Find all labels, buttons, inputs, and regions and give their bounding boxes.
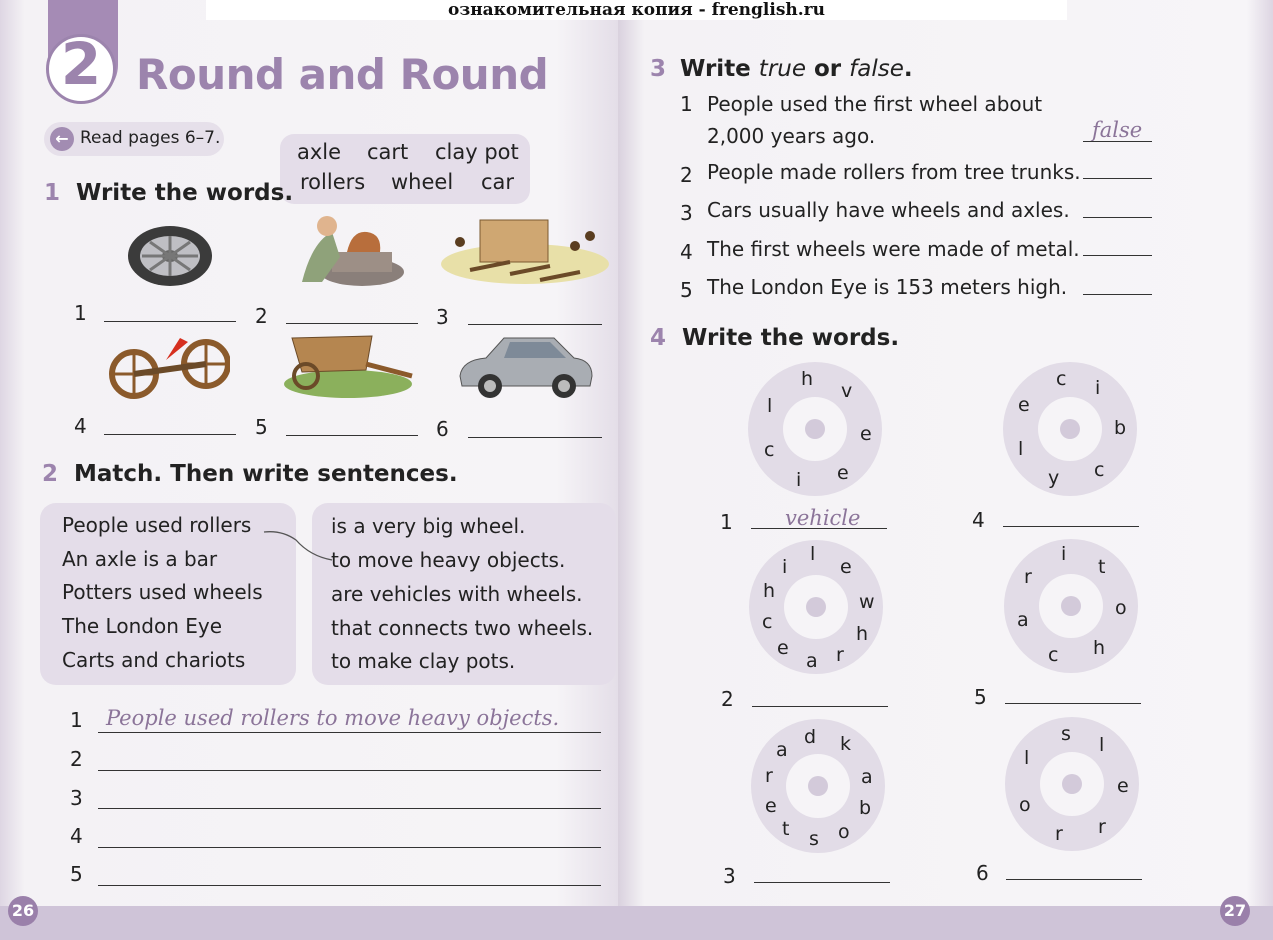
letter-wheel: [749, 540, 883, 674]
item-number: 1: [74, 301, 87, 325]
wheel-letter: e: [837, 462, 849, 484]
wheel-letter: i: [1061, 543, 1067, 565]
wheel-letter: h: [856, 623, 869, 645]
arrow-left-icon[interactable]: ←: [50, 127, 74, 151]
answer-line[interactable]: [1006, 879, 1142, 880]
rollers-picture: [440, 212, 610, 288]
wheel-letter: d: [804, 726, 817, 748]
item-number: 3: [723, 864, 736, 888]
wheel-letter: c: [764, 439, 775, 461]
answer-line[interactable]: [752, 706, 888, 707]
exercise-title: Match. Then write sentences.: [74, 461, 458, 487]
wheel-letter: a: [1017, 609, 1029, 631]
wheel-letter: l: [1099, 734, 1105, 756]
word-bank-item: rollers: [300, 170, 366, 194]
wheel-letter: t: [1098, 556, 1106, 578]
watermark: ознакомительная копия - frenglish.ru: [206, 0, 1067, 20]
wheel-letter: r: [1024, 566, 1032, 588]
wheel-letter: h: [801, 368, 814, 390]
word-bank-item: axle: [297, 140, 342, 164]
exercise-number: 1: [44, 180, 61, 206]
example-answer: People used rollers to move heavy objects.: [106, 706, 560, 730]
wheel-letter: i: [782, 556, 788, 578]
wheel-letter: e: [1018, 394, 1030, 416]
answer-line[interactable]: [286, 435, 418, 436]
wheel-letter: o: [1115, 597, 1127, 619]
wheel-letter: b: [1114, 417, 1127, 439]
match-right-item[interactable]: are vehicles with wheels.: [331, 582, 583, 606]
wheel-letter: s: [809, 828, 819, 850]
cart-picture: [282, 330, 416, 400]
answer-line[interactable]: [98, 847, 601, 848]
answer-line[interactable]: [1083, 141, 1152, 142]
match-left-item[interactable]: Potters used wheels: [62, 580, 263, 604]
statement-text: The London Eye is 153 meters high.: [707, 275, 1068, 299]
answer-line[interactable]: [468, 324, 602, 325]
wheel-letter: v: [841, 380, 853, 402]
answer-line[interactable]: [754, 882, 890, 883]
answer-line[interactable]: [1083, 178, 1152, 179]
match-left-item[interactable]: The London Eye: [62, 614, 222, 638]
answer-line[interactable]: [468, 437, 602, 438]
match-left-item[interactable]: People used rollers: [62, 513, 252, 537]
answer-line[interactable]: [104, 434, 236, 435]
letter-wheel: [1003, 362, 1137, 496]
exercise-number: 4: [650, 325, 667, 351]
example-answer: false: [1092, 118, 1143, 142]
wheel-letter: c: [762, 611, 773, 633]
wheel-letter: l: [1018, 438, 1024, 460]
match-right-item[interactable]: to make clay pots.: [331, 649, 516, 673]
wheel-letter: r: [1055, 823, 1063, 845]
item-number: 2: [721, 687, 734, 711]
statement-text: Cars usually have wheels and axles.: [707, 198, 1070, 222]
answer-line[interactable]: [98, 770, 601, 771]
item-number: 5: [680, 278, 693, 302]
wheel-letter: l: [810, 543, 816, 565]
wheel-letter: k: [840, 733, 852, 755]
item-number: 4: [70, 824, 83, 848]
wheel-letter: i: [796, 469, 802, 491]
match-right-item[interactable]: to move heavy objects.: [331, 548, 566, 572]
exercise-title: Write the words.: [76, 180, 294, 206]
wheel-letter: t: [782, 818, 790, 840]
wheel-letter: l: [1024, 747, 1030, 769]
page-number-right: 27: [1220, 896, 1250, 926]
item-number: 2: [70, 747, 83, 771]
wheel-letter: h: [1093, 637, 1106, 659]
item-number: 2: [255, 304, 268, 328]
wheel-letter: b: [859, 797, 872, 819]
answer-line[interactable]: [104, 321, 236, 322]
item-number: 1: [720, 510, 733, 534]
match-right-item[interactable]: that connects two wheels.: [331, 616, 594, 640]
wheel-letter: e: [840, 556, 852, 578]
letter-wheel: [751, 719, 885, 853]
item-number: 4: [74, 414, 87, 438]
answer-line[interactable]: [751, 528, 887, 529]
wheel-letter: r: [765, 765, 773, 787]
axle-picture: [108, 330, 230, 402]
item-number: 4: [680, 240, 693, 264]
wheel-letter: e: [1117, 775, 1129, 797]
statement-text: People used the first wheel about: [707, 92, 1043, 116]
statement-text: The first wheels were made of metal.: [707, 237, 1080, 261]
answer-line[interactable]: [1003, 526, 1139, 527]
item-number: 3: [70, 786, 83, 810]
item-number: 1: [70, 708, 83, 732]
wheel-letter: r: [836, 644, 844, 666]
match-left-item[interactable]: An axle is a bar: [62, 547, 218, 571]
match-left-item[interactable]: Carts and chariots: [62, 648, 246, 672]
answer-line[interactable]: [1083, 294, 1152, 295]
left-footer-band: [0, 906, 618, 940]
wheel-letter: r: [1098, 816, 1106, 838]
letter-wheel: [1004, 539, 1138, 673]
wheel-letter: c: [1094, 459, 1105, 481]
answer-line[interactable]: [1083, 255, 1152, 256]
wheel-letter: c: [1056, 368, 1067, 390]
wheel-letter: c: [1048, 644, 1059, 666]
item-number: 5: [255, 415, 268, 439]
page-number-left: 26: [8, 896, 38, 926]
word-bank-item: wheel: [391, 170, 454, 194]
wheel-letter: a: [776, 739, 788, 761]
example-answer: vehicle: [785, 506, 861, 530]
item-number: 2: [680, 163, 693, 187]
wheel-letter: i: [1095, 377, 1101, 399]
clay-pot-picture: [292, 212, 410, 290]
item-number: 1: [680, 92, 693, 116]
wheel-letter: h: [763, 580, 776, 602]
wheel-letter: e: [777, 637, 789, 659]
wheel-letter: a: [861, 766, 873, 788]
word-bank-item: car: [481, 170, 515, 194]
item-number: 5: [974, 685, 987, 709]
car-picture: [454, 330, 596, 402]
answer-line[interactable]: [98, 732, 601, 733]
unit-number: 2: [60, 30, 102, 98]
wheel-letter: e: [765, 795, 777, 817]
exercise-number: 2: [42, 461, 59, 487]
item-number: 4: [972, 508, 985, 532]
letter-wheel: [748, 362, 882, 496]
answer-line[interactable]: [1083, 217, 1152, 218]
exercise-title: Write the words.: [682, 325, 900, 351]
wheel-picture: [122, 220, 218, 290]
match-connector-line: [262, 526, 334, 566]
wheel-letter: o: [838, 821, 850, 843]
word-bank-item: cart: [367, 140, 409, 164]
wheel-letter: s: [1061, 723, 1071, 745]
item-number: 5: [70, 862, 83, 886]
wheel-letter: y: [1048, 467, 1060, 489]
exercise-title: Write true or false.: [680, 56, 913, 82]
statement-text: People made rollers from tree trunks.: [707, 160, 1081, 184]
wheel-letter: l: [767, 395, 773, 417]
unit-title: Round and Round: [136, 50, 549, 99]
word-bank-item: clay pot: [435, 140, 519, 164]
read-pages-text: Read pages 6–7.: [80, 128, 221, 148]
item-number: 6: [976, 861, 989, 885]
wheel-letter: e: [860, 423, 872, 445]
letter-wheel: [1005, 717, 1139, 851]
right-footer-band: [618, 906, 1273, 940]
item-number: 6: [436, 417, 449, 441]
answer-line[interactable]: [1005, 703, 1141, 704]
exercise-number: 3: [650, 56, 667, 82]
answer-line[interactable]: [98, 808, 601, 809]
wheel-letter: a: [806, 650, 818, 672]
match-right-item[interactable]: is a very big wheel.: [331, 514, 526, 538]
wheel-letter: o: [1019, 794, 1031, 816]
answer-line[interactable]: [286, 323, 418, 324]
answer-line[interactable]: [98, 885, 601, 886]
item-number: 3: [680, 201, 693, 225]
statement-text: 2,000 years ago.: [707, 124, 876, 148]
item-number: 3: [436, 305, 449, 329]
wheel-letter: w: [859, 591, 875, 613]
